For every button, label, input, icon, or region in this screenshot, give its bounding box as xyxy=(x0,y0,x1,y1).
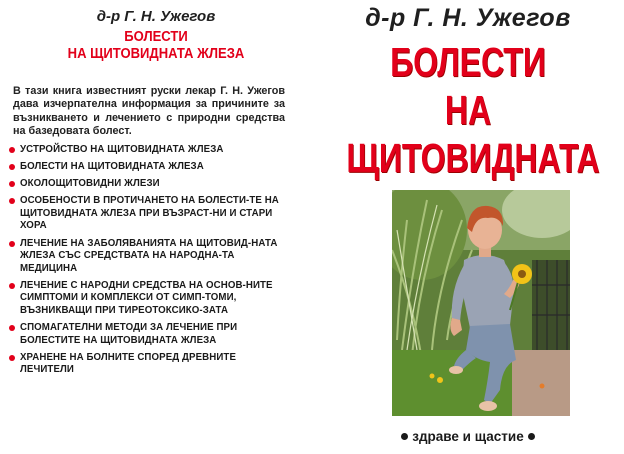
bullet-icon xyxy=(9,325,15,331)
publisher-mark xyxy=(312,429,624,444)
topic-item xyxy=(9,280,287,318)
bullet-icon xyxy=(9,241,15,247)
topic-item xyxy=(9,322,287,347)
topic-item xyxy=(9,178,287,191)
topic-item xyxy=(9,144,287,157)
back-intro: В тази книга известният руски лекар Г. Н. Ужегов дава изчерпателна информация за причините за възникването и лечението с природни средства на базедовата болест. xyxy=(13,85,285,138)
cover-photo-illustration xyxy=(392,190,570,416)
bullet-icon xyxy=(528,433,535,440)
publisher-name: здраве и щастие xyxy=(412,429,524,444)
topic-text: ЛЕЧЕНИЕ НА ЗАБОЛЯВАНИЯТА НА ЩИТОВИД-НАТА ЖЛЕЗА СЪС СРЕДСТВАТА НА НАРОДНА-ТА МЕДИЦИНА xyxy=(20,237,278,274)
topic-item xyxy=(9,238,287,276)
bullet-icon xyxy=(9,355,15,361)
bullet-icon xyxy=(9,283,15,289)
bullet-icon xyxy=(9,181,15,187)
topic-item xyxy=(9,352,287,377)
back-title-line1: БОЛЕСТИ xyxy=(124,29,188,45)
back-title-line2: НА ЩИТОВИДНАТА ЖЛЕЗА xyxy=(67,46,245,62)
topic-item xyxy=(9,161,287,174)
front-title-line1: БОЛЕСТИ xyxy=(390,39,546,85)
front-title-line2: НА ЩИТОВИДНАТА xyxy=(346,87,600,181)
bullet-icon xyxy=(9,147,15,153)
topic-text: УСТРОЙСТВО НА ЩИТОВИДНАТА ЖЛЕЗА xyxy=(20,144,224,155)
topic-text: ЛЕЧЕНИЕ С НАРОДНИ СРЕДСТВА НА ОСНОВ-НИТЕ СИМПТОМИ И КОМПЛЕКСИ ОТ СИМП-ТОМИ, ВЪЗНИКВАЩИ ПРИ ТИРЕОТОКСИКО-ЗАТА xyxy=(20,279,273,317)
back-author: д-р Г. Н. Ужегов xyxy=(96,8,216,25)
topic-text: ХРАНЕНЕ НА БОЛНИТЕ СПОРЕД ДРЕВНИТЕ ЛЕЧИТЕЛИ xyxy=(20,351,237,376)
bullet-icon xyxy=(9,164,15,170)
bullet-icon xyxy=(401,433,408,440)
topic-text: БОЛЕСТИ НА ЩИТОВИДНАТА ЖЛЕЗА xyxy=(20,161,204,173)
cover-photo xyxy=(392,190,570,416)
topic-item xyxy=(9,195,287,233)
back-title xyxy=(16,29,297,63)
topic-text: СПОМАГАТЕЛНИ МЕТОДИ ЗА ЛЕЧЕНИЕ ПРИ БОЛЕСТИТЕ НА ЩИТОВИДНАТА ЖЛЕЗА xyxy=(20,322,238,346)
topic-text: ОСОБЕНОСТИ В ПРОТИЧАНЕТО НА БОЛЕСТИ-ТЕ НА ЩИТОВИДНАТА ЖЛЕЗА ПРИ ВЪЗРАСТ-НИ И СТАРИ ХОРА xyxy=(20,195,279,232)
topic-text: ОКОЛОЩИТОВИДНИ ЖЛЕЗИ xyxy=(20,178,160,190)
front-author: д-р Г. Н. Ужегов xyxy=(365,4,571,32)
front-cover xyxy=(312,0,624,454)
topic-list xyxy=(9,144,287,382)
bullet-icon xyxy=(9,198,15,204)
